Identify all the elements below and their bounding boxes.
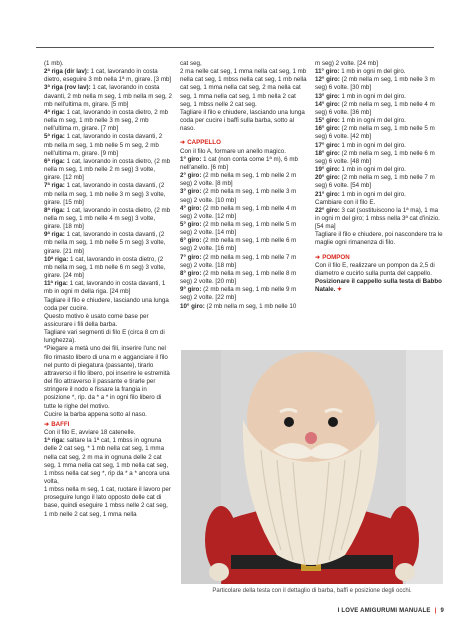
- top-rule: [36, 47, 434, 48]
- paragraph-text: 1 mb in ogni m del giro.: [339, 92, 406, 100]
- round-label: 19° giro:: [315, 166, 340, 174]
- paragraph: [315, 166, 443, 174]
- paragraph-text: (2 mb nella m seg, 1 mb nelle 10: [204, 302, 297, 310]
- pompon-paragraphs: [315, 262, 443, 295]
- round-label: 3ª riga (rov lav):: [44, 84, 91, 92]
- page-footer: [338, 608, 444, 614]
- paragraph-text: 1 cat, lavorando in costa davanti, (2 mb nella m seg, 1 mb nelle 5 m seg) 3 volte, girare. [21 mb]: [44, 231, 166, 255]
- round-label: 15° giro:: [315, 117, 340, 125]
- round-label: 6° giro:: [180, 237, 202, 245]
- paragraph: [315, 101, 443, 117]
- paragraph: [180, 156, 308, 172]
- paragraph-text: (2 mb nella m seg, 1 mb nelle 6 m seg) 6 volte. [48 mb]: [315, 149, 435, 165]
- end-star-icon: ✦: [335, 286, 343, 294]
- paragraph-text: (1 mb).: [44, 60, 64, 67]
- paragraph-text: (2 mb nella m seg, 1 mb nelle 2 m seg) 2 volte. [8 mb]: [180, 172, 297, 188]
- round-label: 18° giro:: [315, 149, 340, 157]
- cappello-paragraphs: [180, 148, 308, 311]
- arrow-icon: ➜: [180, 139, 186, 147]
- paragraph-text: 3 cat (sostituiscono la 1ª ma), 1 ma in ogni m del giro; 1 mbss nella 3ª cat d'inizio. [54 ma]: [315, 206, 440, 231]
- paragraph-text: cat seg,: [180, 60, 202, 67]
- paragraph-text: 1 mb in ogni m del giro.: [339, 141, 406, 149]
- paragraph-text: (2 mb nella m seg, 1 mb nelle 6 m seg) 2 volte. [16 mb]: [180, 237, 297, 253]
- paragraph: [44, 411, 172, 419]
- round-label: 4° giro:: [180, 204, 202, 212]
- paragraph: [44, 280, 172, 296]
- paragraph-text: 1 mb in ogni m del giro.: [339, 190, 406, 198]
- paragraph: [180, 172, 308, 188]
- round-label: 10° giro:: [180, 302, 205, 310]
- column-right: [315, 60, 443, 294]
- paragraph: [315, 278, 443, 294]
- paragraph: [44, 486, 172, 519]
- paragraph: [180, 221, 308, 237]
- paragraph: [44, 313, 172, 329]
- santa-illustration: [181, 350, 443, 584]
- round-label: 22° giro:: [315, 206, 340, 214]
- section-title-cappello: ➜ CAPPELLO: [180, 139, 221, 147]
- paragraph-text: 1 cat, lavorando in costa dietro, (2 mb nella m seg, 1 mb nelle 2 m seg) 3 volte, girare. [12 mb]: [44, 157, 171, 182]
- section-title-baffi: ➜ BAFFI: [44, 420, 70, 428]
- round-label: 8ª riga:: [44, 206, 65, 214]
- section-title-pompon: ➜ POMPON: [315, 253, 350, 261]
- arrow-icon: ➜: [315, 253, 321, 261]
- paragraph-text: 1 mbss nella m seg, 1 cat, ruotare il lavoro per proseguire lungo il lato opposto delle cat di base, quindi eseguire 1 mbss nelle 2 cat seg, 1 mb nelle 2 cat seg, 1 mma nella: [44, 486, 171, 518]
- paragraph: [180, 188, 308, 204]
- round-label: 9ª riga:: [44, 231, 65, 239]
- round-label: 7° giro:: [180, 253, 202, 261]
- paragraph-text: (2 mb nella m seg, 1 mb nelle 4 m seg) 6 volte. [36 mb]: [315, 100, 435, 116]
- footer-separator: |: [434, 608, 437, 614]
- paragraph-text: Posizionare il cappello sulla testa di Babbo Natale.: [315, 278, 442, 294]
- paragraph: [180, 270, 308, 286]
- paragraph: [180, 109, 308, 133]
- round-label: 1° giro:: [180, 155, 202, 163]
- baffi-paragraphs: [44, 429, 172, 519]
- paragraph-text: Tagliare vari segmenti di filo E (circa 8 cm di lunghezza).: [44, 329, 165, 345]
- paragraph: [44, 329, 172, 345]
- round-label: 2ª riga (dir lav):: [44, 68, 89, 76]
- round-label: 6ª riga:: [44, 157, 65, 165]
- paragraph-text: m seg) 2 volte. [24 mb]: [315, 60, 378, 67]
- paragraph: [315, 207, 443, 231]
- round-label: 5° giro:: [180, 220, 202, 228]
- paragraph-text: 1 cat, lavorando in costa davanti, 2 mb nella m seg, 1 mb nella m seg, 2 mb nell'ultima m, girare. [5 mb]: [44, 84, 172, 108]
- paragraph-text: (2 mb nella m seg, 1 mb nelle 4 m seg) 2 volte. [12 mb]: [180, 204, 297, 220]
- paragraph: [315, 174, 443, 190]
- paragraph-text: Con il filo E, avviare 18 catenelle.: [44, 429, 136, 437]
- paragraph-text: *Piegare a metà uno dei fili, inserire l'unc nel filo rimasto libero di una m e agganciare il filo nel punto di piegatura (passante), tirarlo attraverso il filo libero, poi inserire le estremità del filo attraverso il passante e tirarle per stringere il nodo e fissare la frangia in posizione *, rip. da * a * in ogni filo libero di tutte le righe del motivo.: [44, 345, 170, 410]
- paragraph-text: Tagliare il filo e chiudere, poi nascondere tra le maglie ogni rimanenza di filo.: [315, 231, 443, 247]
- col1-paragraphs: [44, 60, 172, 419]
- paragraph-text: 1 cat, lavorando in costa davanti, 2 mb nella m seg, 1 mb nelle 5 m seg, 2 mb nell'ultima m, girare. [9 mb]: [44, 133, 163, 157]
- paragraph: [315, 93, 443, 101]
- round-label: 8° giro:: [180, 269, 202, 277]
- paragraph: [44, 256, 172, 280]
- paragraph-text: (2 mb nella m seg, 1 mb nelle 5 m seg) 2 volte. [14 mb]: [180, 220, 297, 237]
- paragraph: [44, 297, 172, 313]
- round-label: 12° giro:: [315, 76, 340, 84]
- paragraph: [315, 125, 443, 141]
- paragraph-text: (2 mb nella m seg, 1 mb nelle 3 m seg) 2 volte. [10 mb]: [180, 188, 297, 204]
- paragraph-text: Questo motivo è usato come base per assicurare i fili della barba.: [44, 312, 149, 328]
- paragraph: [180, 254, 308, 270]
- column-left: [44, 60, 172, 519]
- paragraph-text: 1 cat, lavorando in costa davanti, 1 mb in ogni m della riga. [24 mb]: [44, 280, 166, 296]
- paragraph-text: 1 cat, lavorando in costa dietro, eseguire 3 mb nella 1ª m, girare. [3 mb]: [44, 68, 172, 84]
- paragraph: [180, 205, 308, 221]
- paragraph: [44, 84, 172, 108]
- paragraph: [315, 68, 443, 76]
- paragraph-text: 1 cat, lavorando in costa dietro, (2 mb nella m seg, 1 mb nelle 6 m seg) 3 volte, girare. [24 mb]: [44, 255, 166, 280]
- paragraph: [180, 286, 308, 302]
- paragraph-text: (2 mb nella m seg, 1 mb nelle 7 m seg) 2 volte. [18 mb]: [180, 253, 297, 269]
- paragraph-text: (2 mb nella m seg, 1 mb nelle 3 m seg) 6 volte. [30 mb]: [315, 76, 435, 92]
- round-label: 17° giro:: [315, 141, 340, 149]
- paragraph-text: (2 mb nella m seg, 1 mb nelle 5 m seg) 6 volte. [42 mb]: [315, 125, 435, 141]
- santa-amigurumi-photo: [181, 350, 443, 584]
- paragraph: [44, 437, 172, 486]
- round-label: 7ª riga:: [44, 182, 65, 190]
- paragraph-text: Tagliare il filo e chiudere, lasciando una lunga coda per cucire i baffi sulla barba, sotto al naso.: [180, 108, 305, 133]
- paragraph-text: 2 ma nelle cat seg, 1 mma nella cat seg, 1 mb nella cat seg, 1 mbss nella cat seg, 1 mb nella cat seg, 1 mma nella cat seg, 2 ma nella cat seg, 1 mma nella cat seg, 1 mb nella 2 cat seg, 1 mbss nelle 2 cat seg.: [180, 68, 307, 108]
- paragraph: [44, 231, 172, 255]
- paragraph-text: 1 cat, lavorando in costa dietro, 2 mb nella m seg, 1 mb nelle 3 m seg, 2 mb nell'ultima m, girare. [7 mb]: [44, 108, 169, 133]
- paragraph: [315, 191, 443, 199]
- round-label: 2° giro:: [180, 172, 202, 180]
- paragraph: [44, 68, 172, 84]
- round-label: 9° giro:: [180, 286, 202, 294]
- photo-caption: Particolare della testa con il dettaglio di barba, baffi e posizione degli occhi.: [212, 588, 412, 594]
- paragraph: [315, 76, 443, 92]
- paragraph: [180, 148, 308, 156]
- paragraph: [315, 262, 443, 278]
- footer-label: I LOVE AMIGURUMI MANUALE: [337, 608, 431, 614]
- column-middle: [180, 60, 308, 311]
- paragraph: [44, 158, 172, 182]
- round-label: 11ª riga:: [44, 280, 68, 288]
- paragraph: [315, 199, 443, 207]
- paragraph: [315, 117, 443, 125]
- arrow-icon: ➜: [44, 420, 50, 428]
- paragraph-text: Cambiare con il filo E.: [315, 198, 376, 206]
- paragraph: [315, 60, 443, 68]
- paragraph-text: 1 cat (non conta come 1ª m), 6 mb nell'anello. [6 mb]: [180, 155, 298, 171]
- page-number: 9: [440, 608, 444, 614]
- round-label: 4ª riga:: [44, 108, 65, 116]
- round-label: 10ª riga:: [44, 255, 69, 263]
- paragraph: [44, 60, 172, 68]
- paragraph-text: (2 mb nella m seg, 1 mb nelle 7 m seg) 6 volte. [54 mb]: [315, 174, 435, 190]
- round-label: 13° giro:: [315, 92, 340, 100]
- paragraph: [180, 68, 308, 109]
- paragraph-text: Tagliare il filo e chiudere, lasciando una lunga coda per cucire.: [44, 296, 169, 312]
- round-label: 16° giro:: [315, 125, 340, 133]
- paragraph-text: 1 cat, lavorando in costa dietro, (2 mb nella m seg, 1 mb nelle 4 m seg) 3 volte, girare. [18 mb]: [44, 206, 171, 231]
- round-label: 1ª riga:: [44, 437, 65, 445]
- round-label: 21° giro:: [315, 190, 340, 198]
- paragraph: [44, 133, 172, 157]
- paragraph-text: saltare la 1ª cat, 1 mbss in ognuna delle 2 cat seg, * 1 mb nella cat seg, 1 mma nella cat seg, 2 m ma in ognuna delle 2 cat seg, 1 mma nella cat seg, 1 mb nella cat seg, 1 mbss nella cat seg *, rip da * a * ancora una volta,: [44, 437, 170, 485]
- round-label: 20° giro:: [315, 174, 340, 182]
- paragraph: [180, 237, 308, 253]
- paragraph: [44, 429, 172, 437]
- paragraph-text: Con il filo E, realizzare un pompon da 2,5 di diametro e cucirlo sulla punta del cappello.: [315, 261, 435, 277]
- paragraph: [44, 207, 172, 231]
- paragraph-text: (2 mb nella m seg, 1 mb nelle 8 m seg) 2 volte. [20 mb]: [180, 269, 297, 286]
- paragraph: [180, 303, 308, 311]
- paragraph: [44, 109, 172, 133]
- paragraph: [315, 142, 443, 150]
- paragraph: [315, 231, 443, 247]
- paragraph-text: 1 cat, lavorando in costa davanti, (2 mb nella m seg, 1 mb nelle 3 m seg) 3 volte, girare. [15 mb]: [44, 182, 166, 206]
- paragraph-text: 1 mb in ogni m del giro.: [339, 117, 406, 125]
- round-label: 14° giro:: [315, 100, 340, 108]
- col2-paragraphs: [180, 60, 308, 133]
- col3-paragraphs: [315, 60, 443, 248]
- round-label: 5ª riga:: [44, 133, 65, 141]
- paragraph-text: Con il filo A, formare un anello magico.: [180, 147, 286, 155]
- paragraph: [180, 60, 308, 68]
- round-label: 11° giro:: [315, 68, 340, 76]
- paragraph: [44, 182, 172, 206]
- round-label: 3° giro:: [180, 188, 202, 196]
- paragraph-text: 1 mb in ogni m del giro.: [339, 166, 406, 174]
- paragraph-text: Cucire la barba appena sotto al naso.: [44, 410, 147, 418]
- paragraph: [315, 150, 443, 166]
- paragraph-text: (2 mb nella m seg, 1 mb nelle 9 m seg) 2 volte. [22 mb]: [180, 286, 297, 302]
- paragraph-text: 1 mb in ogni m del giro.: [339, 68, 406, 76]
- paragraph: [44, 345, 172, 410]
